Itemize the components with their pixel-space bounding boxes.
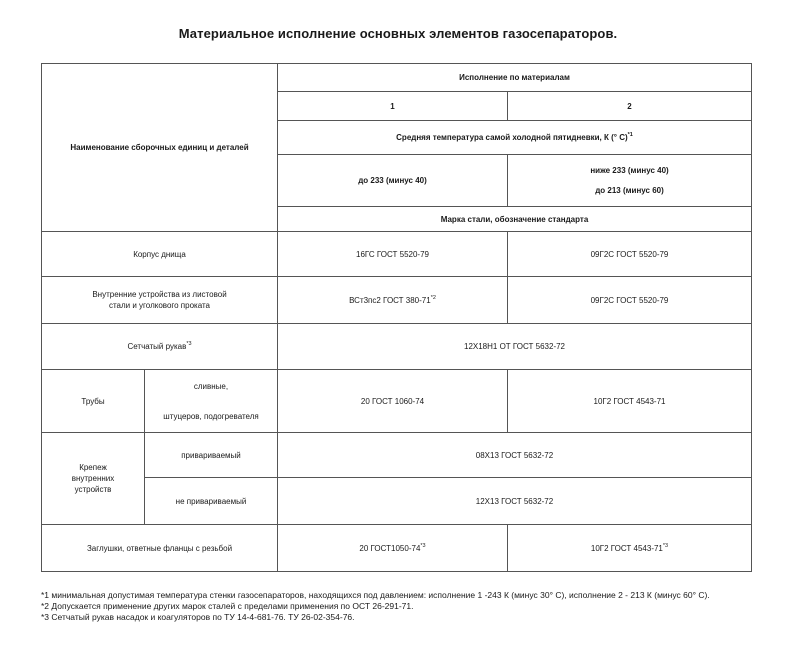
row-zaglush-v2: 10Г2 ГОСТ 4543-71$^{*3}$ [508, 525, 752, 572]
header-temp-2: ниже 233 (минус 40) до 213 (минус 60) [508, 155, 752, 207]
row-krepezh-sub1: привариваемый [145, 433, 278, 478]
row-krepezh-sub2: не привариваемый [145, 478, 278, 525]
header-col-1: 1 [278, 92, 508, 121]
row-truby-v1: 20 ГОСТ 1060-74 [278, 370, 508, 433]
row-setch-value: 12Х18Н1 ОТ ГОСТ 5632-72 [278, 324, 752, 370]
header-name-column: Наименование сборочных единиц и деталей [42, 64, 278, 232]
footnotes [41, 590, 781, 623]
row-vnutr-v2: 09Г2С ГОСТ 5520-79 [508, 277, 752, 324]
row-truby-name: Трубы [42, 370, 145, 433]
row-korpus-name: Корпус днища [42, 232, 278, 277]
row-korpus-v1: 16ГС ГОСТ 5520-79 [278, 232, 508, 277]
row-zaglush-v1: 20 ГОСТ1050-74$^{*3}$ [278, 525, 508, 572]
row-zaglush-name: Заглушки, ответные фланцы с резьбой [42, 525, 278, 572]
footnote-1: *1 минимальная допустимая температура стенки газосепараторов, находящихся под давлением: исполнение 1 -243 К (минус 30° С), исполнение 2 - 213 К (минус 60° С). [41, 590, 710, 600]
footnote-2: *2 Допускается применение других марок сталей с пределами применения по ОСТ 26-291-71. [41, 601, 414, 611]
row-krepezh-name: Крепеж внутренних устройств [42, 433, 145, 525]
row-truby-sub: сливные, штуцеров, подогревателя [145, 370, 278, 433]
header-steel-grade: Марка стали, обозначение стандарта [278, 207, 752, 232]
materials-table [41, 63, 752, 572]
row-krepezh-v1: 08Х13 ГОСТ 5632-72 [278, 433, 752, 478]
row-truby-v2: 10Г2 ГОСТ 4543-71 [508, 370, 752, 433]
footnote-3: *3 Сетчатый рукав насадок и коагуляторов по ТУ 14-4-681-76. ТУ 26-02-354-76. [41, 612, 355, 622]
row-vnutr-name: Внутренние устройства из листовой стали и уголкового проката [42, 277, 278, 324]
page-title: Материальное исполнение основных элементов газосепараторов. [178, 26, 618, 41]
row-vnutr-v1: ВСт3пс2 ГОСТ 380-71$^{*2}$ [278, 277, 508, 324]
header-temp-1: до 233 (минус 40) [278, 155, 508, 207]
header-col-2: 2 [508, 92, 752, 121]
row-krepezh-v2: 12Х13 ГОСТ 5632-72 [278, 478, 752, 525]
header-temperature: Средняя температура самой холодной пятидневки, К (° С)$^{*1}$ [278, 121, 752, 155]
row-korpus-v2: 09Г2С ГОСТ 5520-79 [508, 232, 752, 277]
header-materials: Исполнение по материалам [278, 64, 752, 92]
row-setch-name: Сетчатый рукав$^{*3}$ [42, 324, 278, 370]
